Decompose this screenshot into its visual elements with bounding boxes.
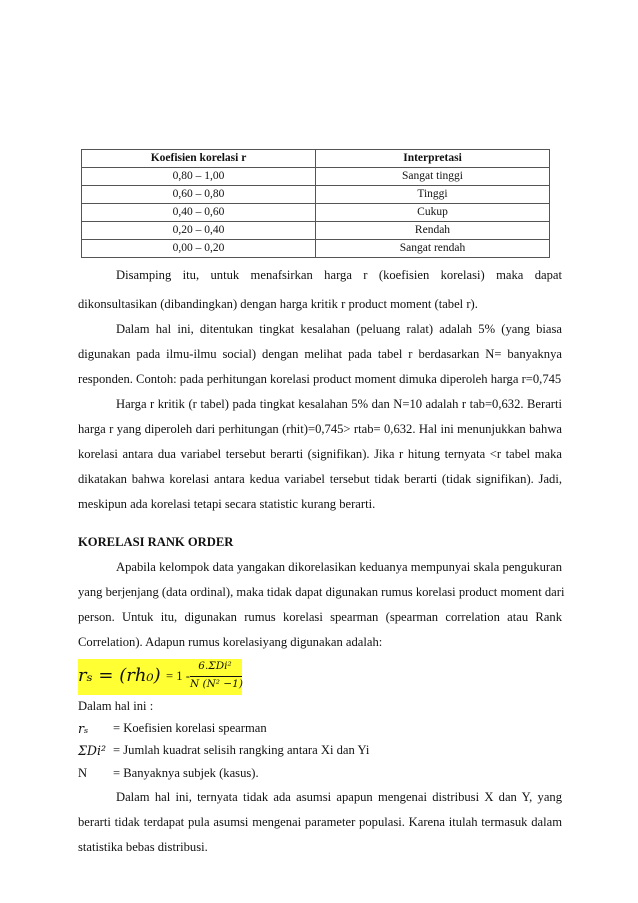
table-cell: 0,20 – 0,40 xyxy=(82,222,316,240)
table-cell: 0,00 – 0,20 xyxy=(82,240,316,258)
paragraph-line: responden. Contoh: pada perhitungan korelasi product moment dimuka diperoleh harga r=0,745 xyxy=(78,372,562,386)
paragraph-line: Apabila kelompok data yangakan dikorelasikan keduanya mempunyai skala pengukuran xyxy=(116,560,562,574)
correlation-interpretation-table xyxy=(81,149,550,258)
table-cell: Sangat rendah xyxy=(316,240,550,258)
definition-symbol: rₛ xyxy=(78,721,89,736)
paragraph-line: digunakan pada ilmu-ilmu social) dengan melihat pada tabel r berdasarkan N= banyaknya xyxy=(78,347,562,361)
paragraph-line: korelasi antara dua variabel tersebut berarti (signifikan). Jika r hitung ternyata <r tabel maka xyxy=(78,447,562,461)
paragraph-line: Dalam hal ini, ternyata tidak ada asumsi apapun mengenai distribusi X dan Y, yang xyxy=(116,790,562,804)
paragraph-line: dikonsultasikan (dibandingkan) dengan harga kritik r product moment (tabel r). xyxy=(78,297,478,311)
table-header-row xyxy=(82,150,550,168)
section-heading: KORELASI RANK ORDER xyxy=(78,535,234,549)
table-cell: Rendah xyxy=(316,222,550,240)
table-cell: 0,80 – 1,00 xyxy=(82,168,316,186)
formula-numerator: 6.ΣDi² xyxy=(198,660,232,672)
paragraph-line: Disamping itu, untuk menafsirkan harga r (koefisien korelasi) maka dapat xyxy=(116,268,562,282)
paragraph-line: Harga r kritik (r tabel) pada tingkat kesalahan 5% dan N=10 adalah r tab=0,632. Berarti xyxy=(116,397,562,411)
spearman-formula xyxy=(78,659,242,695)
table-row xyxy=(82,240,550,258)
table-cell: 0,40 – 0,60 xyxy=(82,204,316,222)
table-cell: Sangat tinggi xyxy=(316,168,550,186)
formula-left-side: rₛ = (rh₀) xyxy=(78,665,161,686)
definition-text: = Jumlah kuadrat selisih rangking antara Xi dan Yi xyxy=(113,743,370,757)
formula-denominator: N (N² −1) xyxy=(190,678,243,690)
where-label: Dalam hal ini : xyxy=(78,699,154,713)
table-row xyxy=(82,204,550,222)
table-cell: Tinggi xyxy=(316,186,550,204)
formula-equals: = 1 - xyxy=(166,669,190,683)
paragraph-line: berarti tidak terdapat pula asumsi mengenai parameter populasi. Karena itulah termasuk dalam xyxy=(78,815,562,829)
paragraph-line: person. Untuk itu, digunakan rumus korelasi spearman (spearman correlation atau Rank xyxy=(78,610,562,624)
table-cell: 0,60 – 0,80 xyxy=(82,186,316,204)
paragraph-line: dikatakan bahwa korelasi antara kedua variabel tersebut tidak berarti (tidak signifikan). Jadi, xyxy=(78,472,562,486)
table-row xyxy=(82,222,550,240)
definition-text: = Koefisien korelasi spearman xyxy=(113,721,267,735)
definition-symbol: ΣDi² xyxy=(78,743,107,758)
paragraph-line: harga r yang diperoleh dari perhitungan (rhit)=0,745> rtab= 0,632. Hal ini menunjukkan bahwa xyxy=(78,422,562,436)
table-header-cell: Interpretasi xyxy=(316,150,550,168)
paragraph-line: statistika bebas distribusi. xyxy=(78,840,208,854)
paragraph-line: yang berjenjang (data ordinal), maka tidak dapat digunakan rumus korelasi product moment dari xyxy=(78,585,565,599)
fraction-bar xyxy=(190,676,242,677)
definition-text: = Banyaknya subjek (kasus). xyxy=(113,766,259,780)
definition-symbol: N xyxy=(78,766,88,780)
table-row xyxy=(82,186,550,204)
table-row xyxy=(82,168,550,186)
table-header-cell: Koefisien korelasi r xyxy=(82,150,316,168)
table-cell: Cukup xyxy=(316,204,550,222)
paragraph-line: meskipun ada korelasi tetapi secara statistic kurang berarti. xyxy=(78,497,376,511)
paragraph-line: Dalam hal ini, ditentukan tingkat kesalahan (peluang ralat) adalah 5% (yang biasa xyxy=(116,322,562,336)
paragraph-line: Correlation). Adapun rumus korelasiyang digunakan adalah: xyxy=(78,635,383,649)
